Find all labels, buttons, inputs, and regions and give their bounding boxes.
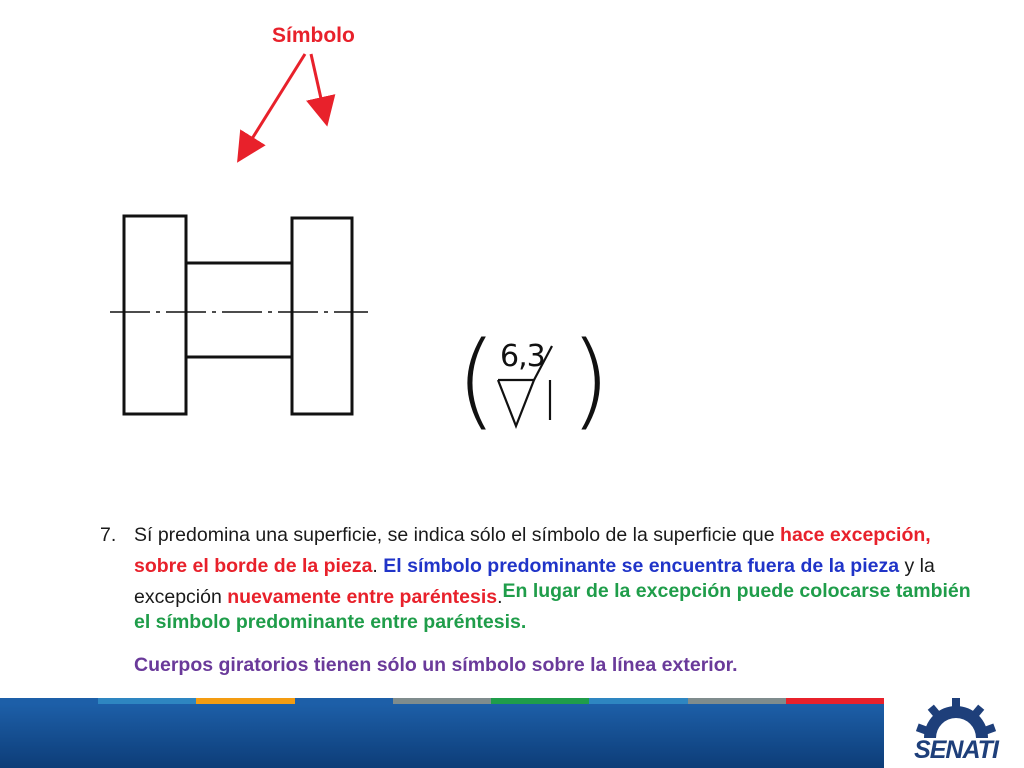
paragraph-number: 7. xyxy=(100,524,117,546)
text-part-1: Sí predomina una superficie, se indica sólo el símbolo de la superficie que xyxy=(134,524,781,546)
roughness-value: 6,3 xyxy=(500,339,545,374)
text-part-4: El símbolo predominante se encuentra fuera de la pieza xyxy=(383,555,900,577)
gear-icon xyxy=(916,698,996,740)
footer-band xyxy=(0,698,884,768)
senati-logo xyxy=(896,696,1016,766)
part-drawing xyxy=(0,0,420,430)
paragraph-7 xyxy=(100,520,980,644)
part-right-block xyxy=(292,218,352,414)
text-part-2: hace excepción, sobre el borde de la pieza xyxy=(134,524,931,577)
paren-left: ( xyxy=(456,319,497,441)
text-part-7: . xyxy=(497,586,503,608)
logo-text: SENATI xyxy=(914,736,998,764)
text-part-8: En lugar de la excepción puede colocarse también el símbolo predominante entre paréntesis. xyxy=(134,580,971,633)
text-part-6: nuevamente entre paréntesis xyxy=(227,586,498,608)
footer-fill xyxy=(0,704,884,768)
text-part-5: y la excepción xyxy=(134,555,935,608)
note-line: Cuerpos giratorios tienen sólo un símbolo sobre la línea exterior. xyxy=(134,654,738,676)
part-left-block xyxy=(124,216,186,414)
paren-right: ) xyxy=(570,319,611,441)
symbol-label: Símbolo xyxy=(272,24,355,47)
text-part-3: . xyxy=(372,555,384,577)
